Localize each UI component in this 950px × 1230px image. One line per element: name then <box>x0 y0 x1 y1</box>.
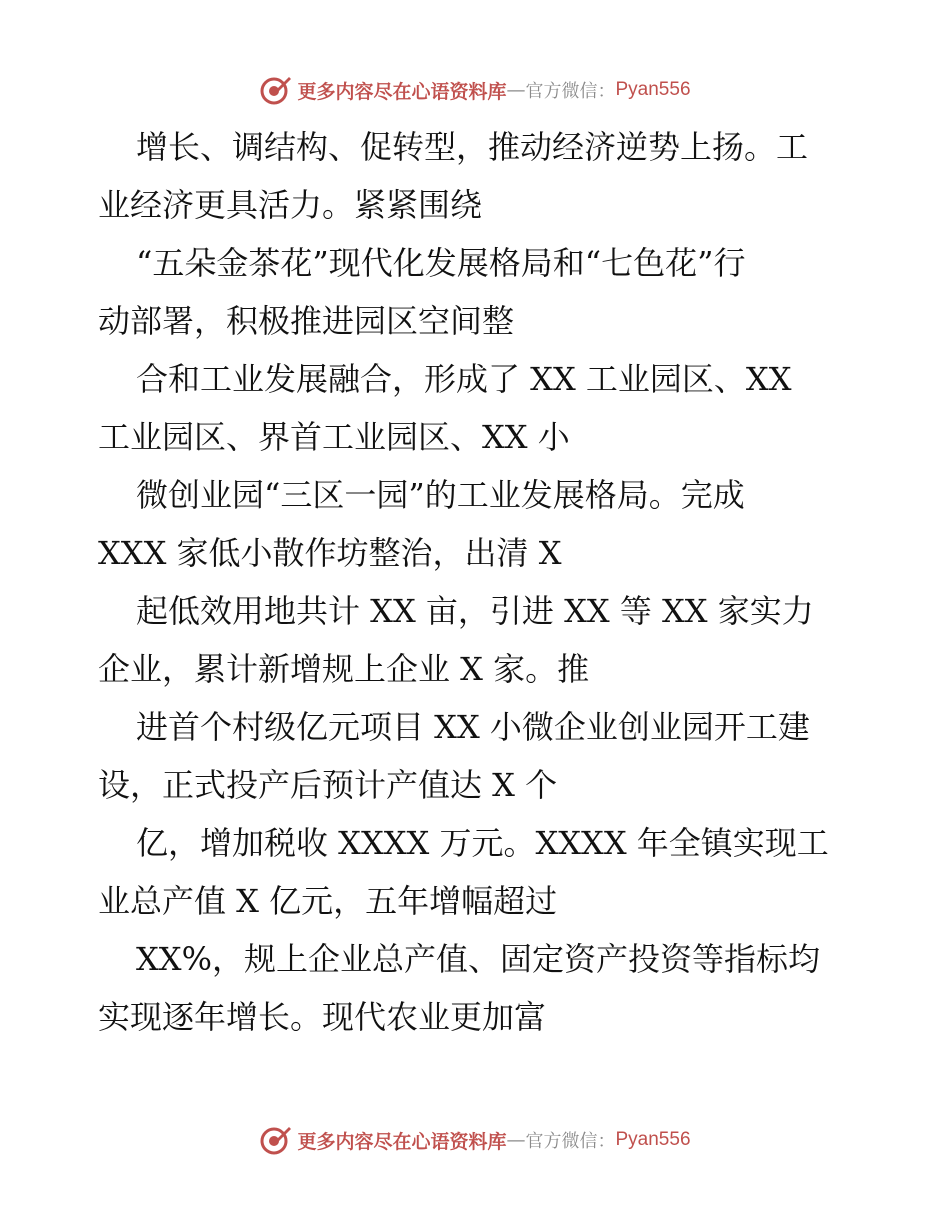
header-banner <box>0 70 950 110</box>
pen-logo-icon <box>259 73 293 107</box>
body-line: 微创业园“三区一园”的工业发展格局。完成 <box>136 476 745 514</box>
body-line: 亿，增加税收 XXXX 万元。XXXX 年全镇实现工 <box>136 824 829 862</box>
banner-separator: — <box>506 79 526 101</box>
pen-logo-icon <box>259 1123 293 1157</box>
banner-wechat-label: 官方微信： <box>525 1131 616 1152</box>
body-line: 业总产值 X 亿元，五年增幅超过 <box>98 882 558 920</box>
body-line: 增长、调结构、促转型，推动经济逆势上扬。工 <box>136 128 809 166</box>
body-line: 合和工业发展融合，形成了 XX 工业园区、XX <box>136 360 792 398</box>
banner-main-text: 更多内容尽在心语资料库 <box>297 80 507 103</box>
banner-wechat-id: Pyan556 <box>615 1129 691 1150</box>
document-body <box>98 118 878 1046</box>
body-line: 企业，累计新增规上企业 X 家。推 <box>98 650 590 688</box>
body-line: 实现逐年增长。现代农业更加富 <box>98 998 547 1036</box>
body-line: 进首个村级亿元项目 XX 小微企业创业园开工建 <box>136 708 810 746</box>
footer-banner <box>0 1120 950 1160</box>
body-line: 业经济更具活力。紧紧围绕 <box>98 186 483 224</box>
banner-main-text: 更多内容尽在心语资料库 <box>297 1130 507 1153</box>
body-line: 设，正式投产后预计产值达 X 个 <box>98 766 558 804</box>
body-line: 起低效用地共计 XX 亩，引进 XX 等 XX 家实力 <box>136 592 814 630</box>
body-line: 动部署，积极推进园区空间整 <box>98 302 515 340</box>
body-line: XX%，规上企业总产值、固定资产投资等指标均 <box>136 940 820 978</box>
body-line: “五朵金茶花”现代化发展格局和“七色花”行 <box>136 244 746 282</box>
banner-wechat-id: Pyan556 <box>615 79 691 100</box>
banner-wechat-label: 官方微信： <box>525 81 616 102</box>
body-line: 工业园区、界首工业园区、XX 小 <box>98 418 570 456</box>
body-line: XXX 家低小散作坊整治，出清 X <box>98 534 562 572</box>
banner-separator: — <box>506 1129 526 1151</box>
